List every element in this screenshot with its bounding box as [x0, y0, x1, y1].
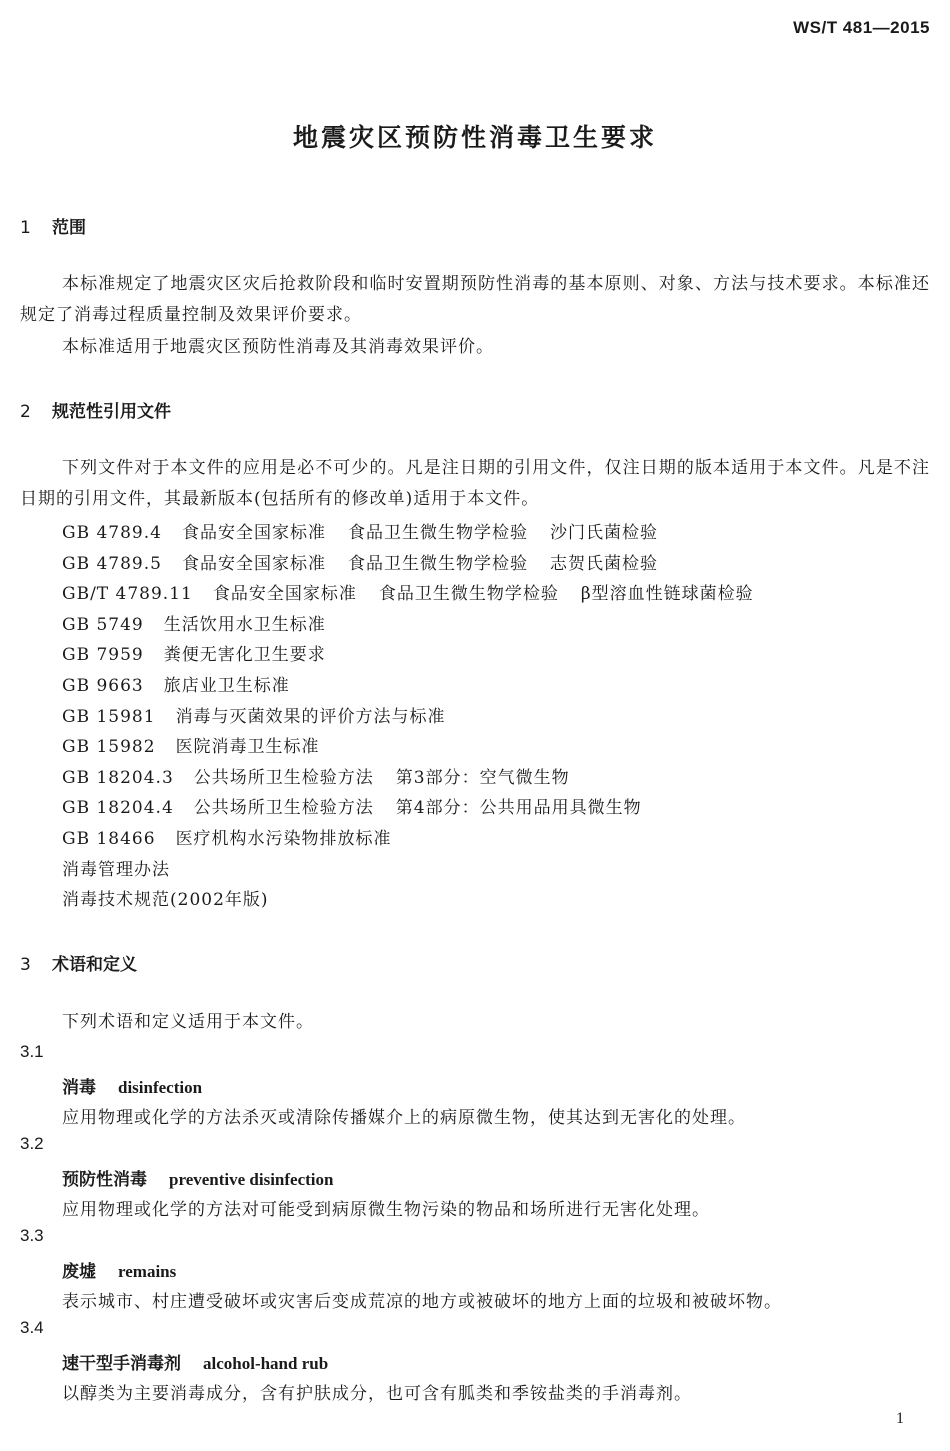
reference-item	[62, 885, 291, 910]
reference-title-part: 消毒管理办法	[62, 859, 170, 880]
reference-item	[62, 549, 680, 574]
reference-title-part: 消毒技术规范(2002年版)	[62, 890, 269, 911]
reference-title-part: 第4部分：公共用品用具微生物	[395, 798, 642, 819]
references-intro: 下列文件对于本文件的应用是必不可少的。凡是注日期的引用文件，仅注日期的版本适用于本文件。凡是不注日期的引用文件，其最新版本(包括所有的修改单)适用于本文件。	[20, 458, 930, 509]
reference-code: GB 4789.4	[62, 523, 162, 543]
reference-code: GB 18204.3	[62, 767, 174, 788]
term-number: 3.3	[20, 1226, 44, 1245]
section-heading-references	[20, 397, 171, 422]
reference-code: GB 18204.4	[62, 798, 174, 819]
term-definition: 应用物理或化学的方法杀灭或清除传播媒介上的病原微生物，使其达到无害化的处理。	[62, 1108, 746, 1128]
term-heading	[62, 1073, 202, 1098]
reference-title-part: 沙门氏菌检验	[549, 523, 658, 543]
terms-intro: 下列术语和定义适用于本文件。	[62, 1012, 314, 1032]
term-heading	[62, 1349, 328, 1374]
section-heading-scope	[20, 213, 86, 238]
term-en: remains	[118, 1262, 177, 1281]
standard-number: WS/T 481—2015	[793, 18, 930, 37]
term-definition: 应用物理或化学的方法对可能受到病原微生物污染的物品和场所进行无害化处理。	[62, 1200, 710, 1220]
section-number: 1	[20, 218, 31, 238]
reference-code: GB 9663	[62, 676, 144, 696]
reference-title-part: 旅店业卫生标准	[163, 676, 290, 696]
reference-title-part: 食品卫生微生物学检验	[378, 584, 559, 605]
reference-title-part: 食品卫生微生物学检验	[347, 553, 528, 574]
reference-code: GB 15982	[62, 737, 156, 758]
reference-item	[62, 702, 468, 727]
reference-code: GB 18466	[62, 829, 156, 849]
term-zh: 预防性消毒	[62, 1170, 147, 1190]
section-title: 术语和定义	[52, 955, 137, 975]
reference-title-part: 生活饮用水卫生标准	[163, 614, 326, 635]
section-title: 规范性引用文件	[52, 402, 171, 422]
reference-title-part: 食品安全国家标准	[181, 553, 326, 574]
reference-title-part: 公共场所卫生检验方法	[193, 767, 374, 788]
term-zh: 废墟	[62, 1262, 96, 1282]
term-number: 3.2	[20, 1134, 44, 1153]
reference-title-part: 粪便无害化卫生要求	[163, 645, 326, 666]
reference-title-part: 食品卫生微生物学检验	[347, 523, 528, 543]
reference-title-part: 消毒与灭菌效果的评价方法与标准	[175, 706, 446, 727]
reference-title-part: 志贺氏菌检验	[549, 553, 658, 574]
reference-code: GB 5749	[62, 614, 144, 635]
section-number: 2	[20, 402, 31, 422]
reference-code: GB/T 4789.11	[62, 584, 193, 605]
section-number: 3	[20, 955, 31, 975]
reference-title-part: 食品安全国家标准	[212, 584, 357, 605]
reference-item	[62, 579, 776, 604]
term-definition: 以醇类为主要消毒成分，含有护肤成分，也可含有胍类和季铵盐类的手消毒剂。	[62, 1384, 692, 1404]
term-en: disinfection	[118, 1078, 203, 1097]
reference-item	[62, 640, 348, 665]
reference-item	[62, 824, 414, 849]
term-zh: 速干型手消毒剂	[62, 1354, 181, 1374]
reference-item	[62, 518, 680, 543]
reference-title-part: 医院消毒卫生标准	[175, 737, 320, 758]
reference-item	[62, 855, 192, 880]
reference-title-part: β型溶血性链球菌检验	[580, 584, 754, 605]
reference-item	[62, 793, 664, 818]
term-definition: 表示城市、村庄遭受破坏或灾害后变成荒凉的地方或被破坏的地方上面的垃圾和被破坏物。	[62, 1292, 782, 1312]
term-number: 3.4	[20, 1318, 44, 1337]
reference-code: GB 15981	[62, 706, 156, 727]
term-en: alcohol-hand rub	[203, 1354, 329, 1373]
reference-item	[62, 763, 592, 788]
reference-code: GB 4789.5	[62, 553, 162, 574]
reference-item	[62, 610, 348, 635]
term-heading	[62, 1257, 176, 1282]
reference-item	[62, 732, 342, 757]
reference-title-part: 第3部分：空气微生物	[395, 767, 570, 788]
term-number: 3.1	[20, 1042, 44, 1061]
section-title: 范围	[52, 218, 86, 238]
reference-title-part: 医疗机构水污染物排放标准	[175, 829, 392, 849]
page-number: 1	[896, 1410, 904, 1427]
reference-code: GB 7959	[62, 645, 144, 666]
scope-paragraph-1: 本标准规定了地震灾区灾后抢救阶段和临时安置期预防性消毒的基本原则、对象、方法与技术要求。本标准还规定了消毒过程质量控制及效果评价要求。	[20, 274, 930, 325]
reference-title-part: 公共场所卫生检验方法	[193, 798, 374, 819]
term-heading	[62, 1165, 333, 1190]
section-heading-terms	[20, 950, 137, 975]
term-zh: 消毒	[62, 1078, 96, 1098]
document-title: 地震灾区预防性消毒卫生要求	[292, 123, 657, 152]
term-en: preventive disinfection	[169, 1170, 334, 1189]
reference-item	[62, 671, 312, 696]
scope-paragraph-2: 本标准适用于地震灾区预防性消毒及其消毒效果评价。	[62, 337, 494, 357]
reference-title-part: 食品安全国家标准	[181, 523, 326, 543]
